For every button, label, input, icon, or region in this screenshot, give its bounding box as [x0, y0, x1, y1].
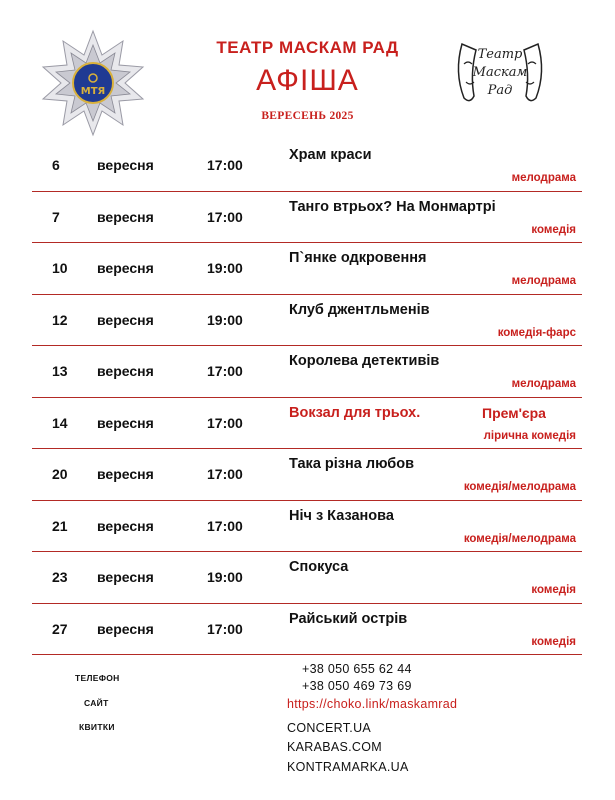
schedule-row — [32, 449, 582, 501]
ticket-site-concert[interactable]: CONCERT.UA — [287, 721, 372, 735]
show-title: Ніч з Казанова — [289, 507, 394, 524]
phone-number-1[interactable]: +38 050 655 62 44 — [302, 662, 412, 676]
schedule-row — [32, 501, 582, 553]
show-time: 19:00 — [207, 311, 243, 328]
show-time: 17:00 — [207, 620, 243, 637]
site-link[interactable]: https://choko.link/maskamrad — [287, 697, 458, 711]
show-day: 10 — [52, 260, 68, 276]
show-month: вересня — [97, 363, 154, 379]
month-heading: ВЕРЕСЕНЬ 2025 — [261, 110, 354, 122]
svg-text:Маскам: Маскам — [472, 65, 528, 80]
show-time: 17:00 — [207, 363, 243, 379]
schedule-row — [32, 140, 582, 192]
svg-text:Театр: Театр — [477, 47, 523, 62]
schedule-list — [32, 140, 582, 655]
show-month: вересня — [97, 311, 154, 328]
show-day: 27 — [52, 620, 68, 637]
show-genre: мелодрама — [511, 275, 576, 287]
show-day: 23 — [52, 569, 68, 585]
show-month: вересня — [97, 157, 154, 173]
show-time: 17:00 — [207, 208, 243, 225]
show-time: 19:00 — [207, 260, 243, 276]
show-title: П`янке одкровення — [289, 250, 427, 266]
show-genre: комедія — [531, 635, 576, 648]
schedule-row — [32, 192, 582, 244]
show-day: 20 — [52, 466, 68, 482]
show-month: вересня — [97, 569, 154, 585]
phone-number-2[interactable]: +38 050 469 73 69 — [302, 679, 412, 693]
show-genre: комедія/мелодрама — [463, 532, 576, 545]
show-title: Вокзал для трьох. — [289, 404, 421, 421]
schedule-row — [32, 604, 582, 656]
show-day: 21 — [52, 517, 68, 534]
show-day: 12 — [52, 311, 68, 328]
schedule-row — [32, 346, 582, 398]
show-time: 17:00 — [207, 414, 243, 431]
schedule-row — [32, 295, 582, 347]
show-title: Танго втрьох? На Монмартрі — [289, 198, 496, 215]
show-month: вересня — [97, 517, 154, 534]
show-month: вересня — [97, 414, 154, 431]
schedule-row — [32, 398, 582, 450]
show-month: вересня — [97, 620, 154, 637]
show-genre: комедія — [531, 223, 576, 236]
ticket-site-kontramarka[interactable]: KONTRAMARKA.UA — [287, 760, 409, 774]
show-genre: мелодрама — [511, 378, 576, 390]
show-title: Храм краси — [289, 147, 372, 163]
schedule-row — [32, 243, 582, 295]
ticket-site-karabas[interactable]: KARABAS.COM — [287, 740, 382, 754]
emblem-letters: МТЯ — [80, 86, 106, 97]
show-day: 13 — [52, 363, 68, 379]
show-time: 17:00 — [207, 157, 243, 173]
show-title: Королева детективів — [289, 353, 440, 369]
show-title: Спокуса — [289, 559, 349, 575]
schedule-row — [32, 552, 582, 604]
poster-title: АФІША — [256, 64, 359, 97]
show-title: Така різна любов — [289, 456, 414, 472]
svg-text:Рад: Рад — [487, 83, 513, 98]
show-genre: лірична комедія — [483, 429, 576, 442]
show-genre: комедія-фарс — [497, 326, 576, 339]
show-month: вересня — [97, 208, 154, 225]
theatre-name: ТЕАТР МАСКАМ РАД — [216, 38, 399, 57]
site-label: САЙТ — [84, 698, 109, 708]
show-time: 17:00 — [207, 466, 243, 482]
show-genre: комедія — [531, 584, 576, 596]
show-day: 14 — [52, 414, 68, 431]
show-title: Клуб джентльменів — [289, 301, 430, 318]
show-genre: мелодрама — [511, 172, 576, 184]
phone-label: ТЕЛЕФОН — [75, 673, 120, 683]
show-day: 6 — [52, 157, 60, 173]
tickets-label: КВИТКИ — [79, 722, 115, 732]
show-title: Райський острів — [289, 610, 408, 627]
show-genre: комедія/мелодрама — [463, 481, 576, 493]
show-month: вересня — [97, 466, 154, 482]
premiere-badge: Прем'єра — [482, 404, 546, 421]
show-day: 7 — [52, 208, 60, 225]
show-month: вересня — [97, 260, 154, 276]
show-time: 17:00 — [207, 517, 243, 534]
show-time: 19:00 — [207, 569, 243, 585]
